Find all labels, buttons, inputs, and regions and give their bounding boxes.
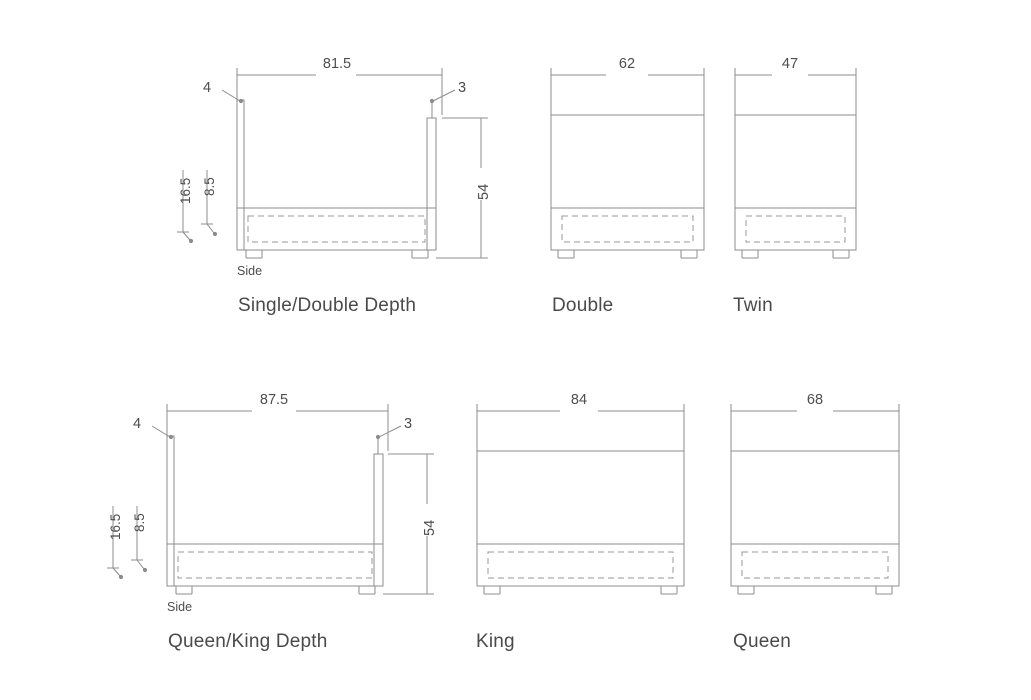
view-queen-king-depth [107, 404, 434, 594]
dim-footboard-thickness-single-double-depth: 3 [458, 80, 467, 96]
view-double [551, 68, 704, 258]
note-side-single-double-depth: Side [237, 264, 263, 278]
dim-width-queen: 68 [806, 392, 824, 408]
dim-base-height-single-double-depth: 16.5 [178, 177, 193, 204]
dim-width-king: 84 [570, 392, 588, 408]
caption-double: Double [552, 295, 614, 316]
view-twin [735, 68, 856, 258]
dim-headboard-thickness-single-double-depth: 4 [203, 80, 212, 96]
dim-width-double: 62 [618, 56, 636, 72]
caption-single-double-depth: Single/Double Depth [238, 295, 417, 316]
dim-width-single-double-depth: 81.5 [322, 56, 352, 72]
dim-drawer-height-single-double-depth: 8.5 [202, 177, 217, 196]
dim-width-queen-king-depth: 87.5 [259, 392, 289, 408]
dim-width-twin: 47 [781, 56, 799, 72]
note-side-queen-king-depth: Side [167, 600, 193, 614]
caption-twin: Twin [733, 295, 773, 316]
dim-height-queen-king-depth: 54 [422, 519, 438, 536]
dim-headboard-thickness-queen-king-depth: 4 [133, 416, 142, 432]
dim-footboard-thickness-queen-king-depth: 3 [404, 416, 413, 432]
caption-king: King [476, 631, 515, 652]
caption-queen: Queen [733, 631, 792, 652]
view-queen [731, 404, 899, 594]
view-king [477, 404, 684, 594]
dim-height-single-double-depth: 54 [476, 183, 492, 200]
dim-base-height-queen-king-depth: 16.5 [108, 513, 123, 540]
dim-drawer-height-queen-king-depth: 8.5 [132, 513, 147, 532]
view-single-double-depth [177, 68, 488, 258]
caption-queen-king-depth: Queen/King Depth [168, 631, 328, 652]
